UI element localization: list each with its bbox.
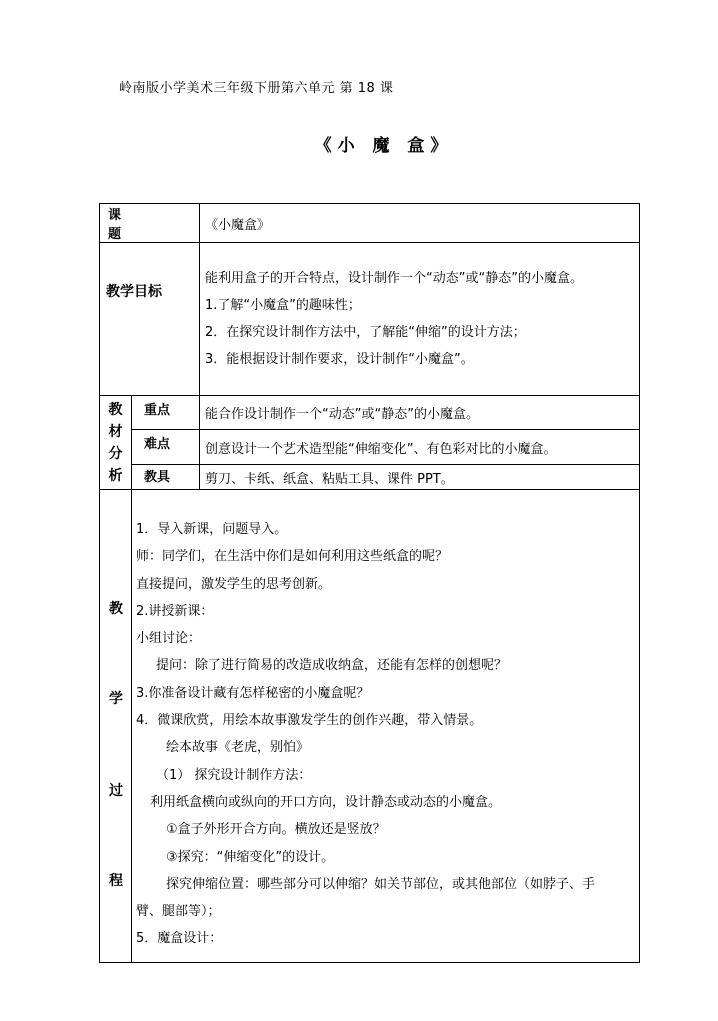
process-line: 提问：除了进行简易的改造成收纳盒，还能有怎样的创想呢？ [156, 658, 508, 674]
process-line: 直接提问，激发学生的思考创新。 [136, 576, 332, 592]
key-point-value: 能合作设计制作一个“动态”或“静态”的小魔盒。 [200, 396, 640, 430]
process-line: （1） 探究设计制作方法： [156, 767, 312, 783]
objective-line: 能利用盒子的开合特点，设计制作一个“动态”或“静态”的小魔盒。 [205, 271, 583, 286]
process-line: 4．微课欣赏，用绘本故事激发学生的创作兴趣，带入情景。 [136, 713, 483, 729]
process-line: 绘本故事《老虎，别怕》 [166, 740, 310, 756]
process-row [100, 490, 640, 963]
course-header: 岭南版小学美术三年级下册第六单元 第 18 课 [119, 81, 394, 96]
objectives-content [200, 243, 640, 396]
lesson-plan-table [99, 203, 640, 963]
objective-line: 3．能根据设计制作要求，设计制作“小魔盒”。 [205, 352, 474, 367]
process-line: 小组讨论： [136, 631, 202, 647]
process-line: 探究伸缩位置：哪些部分可以伸缩？如关节部位，或其他部位（如脖子、手 [166, 876, 596, 892]
process-line: 利用纸盒横向或纵向的开口方向，设计静态或动态的小魔盒。 [150, 794, 502, 810]
analysis-char: 析 [108, 467, 123, 484]
process-char: 程 [109, 873, 123, 889]
process-line: 1．导入新课，问题导入。 [136, 522, 288, 537]
topic-row [100, 204, 640, 243]
analysis-char: 分 [108, 445, 123, 462]
process-line: ③探究：“伸缩变化”的设计。 [166, 849, 335, 865]
topic-value: 《小魔盒》 [200, 204, 640, 243]
process-char: 教 [109, 601, 123, 617]
analysis-char: 教 [108, 401, 123, 418]
topic-label: 课 题 [100, 204, 200, 243]
analysis-char: 材 [108, 423, 123, 440]
process-line: 臂、腿部等）； [136, 904, 221, 920]
tools-label: 教具 [132, 465, 200, 490]
objective-line: 1.了解“小魔盒”的趣味性； [205, 298, 361, 313]
analysis-row-tools [100, 465, 640, 490]
process-char: 学 [109, 691, 123, 707]
analysis-row-key [100, 396, 640, 430]
process-line: ①盒子外形开合方向。横放还是竖放？ [166, 822, 386, 838]
process-content [132, 490, 640, 963]
analysis-row-difficulty [100, 430, 640, 465]
process-char: 过 [109, 783, 123, 799]
objectives-row [100, 243, 640, 396]
difficulty-label: 难点 [132, 430, 200, 465]
process-line: 2.讲授新课： [136, 603, 214, 619]
document-title: 《小 魔 盒》 [314, 136, 454, 156]
objectives-label: 教学目标 [100, 243, 200, 396]
process-label [100, 490, 132, 963]
difficulty-value: 创意设计一个艺术造型能“伸缩变化”、有色彩对比的小魔盒。 [200, 430, 640, 465]
tools-value: 剪刀、卡纸、纸盒、粘贴工具、课件 PPT。 [200, 465, 640, 490]
process-line: 师：同学们，在生活中你们是如何利用这些纸盒的呢？ [136, 549, 449, 565]
analysis-label [100, 396, 132, 490]
key-point-label: 重点 [132, 396, 200, 430]
process-line: 5．魔盒设计： [136, 931, 223, 947]
process-line: 3.你准备设计藏有怎样秘密的小魔盒呢？ [136, 685, 370, 701]
objective-line: 2．在探究设计制作方法中，了解能“伸缩”的设计方法； [205, 325, 526, 340]
